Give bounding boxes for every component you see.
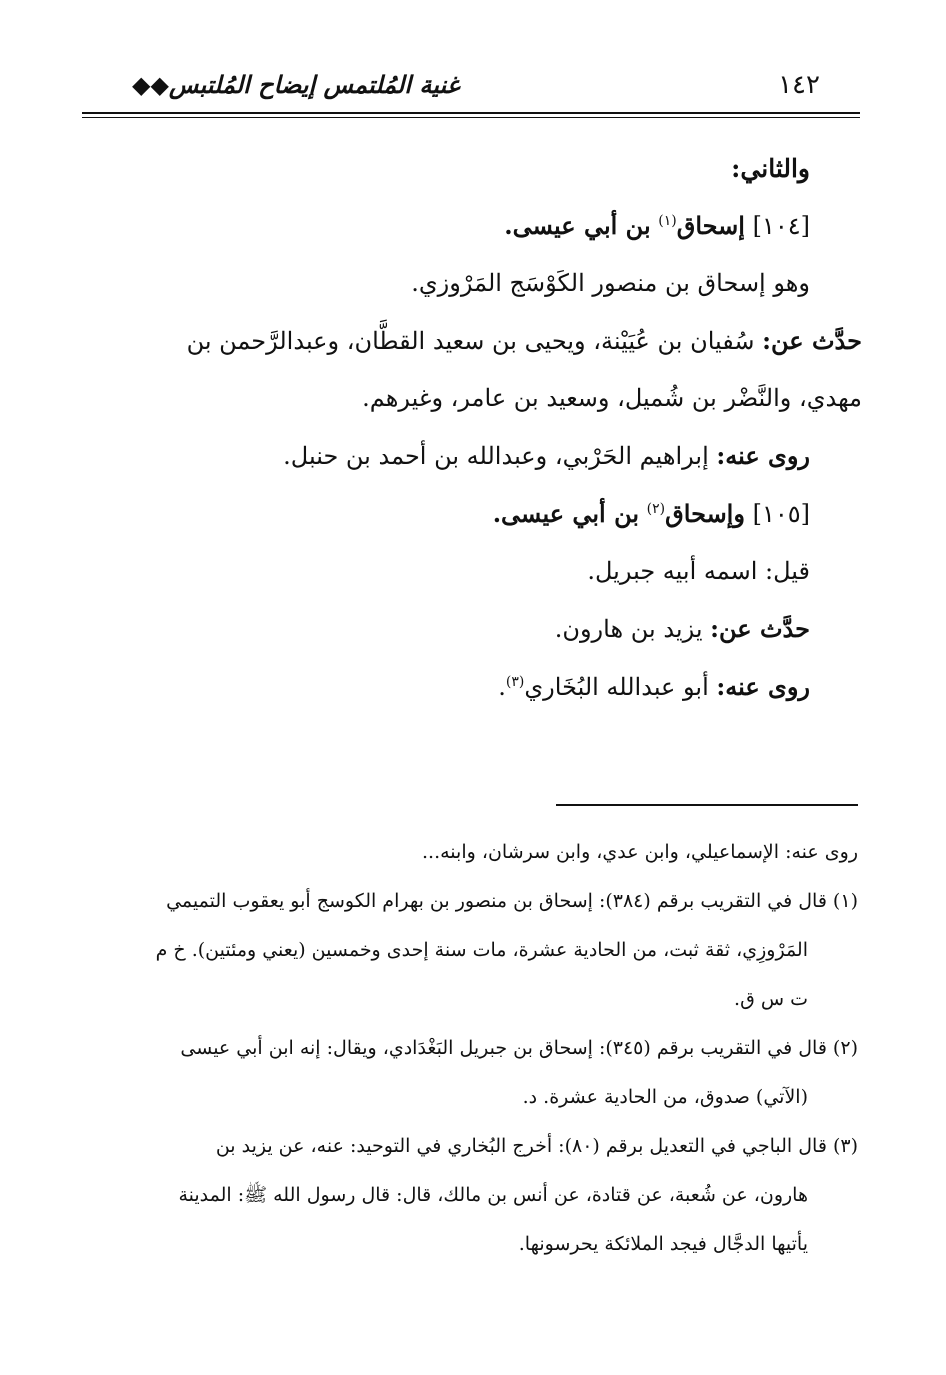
entry-name: وإسحاق [665,499,745,528]
entry-name-rest: بن أبي عيسى. [504,211,651,240]
narrated-by-text: إبراهيم الحَرْبي، وعبدالله بن أحمد بن حنبل. [283,442,709,470]
footnote-separator [556,804,858,806]
entry-number: [١٠٤] [752,212,810,240]
footnote-ref: (٢) [646,501,666,517]
page-header [82,68,860,108]
entry-104-title [86,197,810,255]
narrated-from-line-continued: مهدي، والنَّضْر بن شُميل، وسعيد بن عامر، وغيرهم. [362,384,862,412]
narrated-by-text: أبو عبدالله البُخَاري [524,673,709,701]
narrated-from-line-2 [86,600,810,658]
footnote-1-continued: المَرْوزِي، ثقة ثبت، من الحادية عشرة، مات سنة إحدى وخمسين (يعني ومئتين). خ م [155,939,808,961]
footnote-3-continued: هارون، عن شُعبة، عن قتادة، عن أنس بن مالك، قال: قال رسول الله ﷺ: المدينة [178,1184,808,1206]
footnote-3: (٣) قال الباجي في التعديل برقم (٨٠): أخرج البُخاري في التوحيد: عنه، عن يزيد بن [215,1135,858,1157]
narrated-by-line-2 [86,658,810,716]
sentence-end: . [498,673,506,701]
main-text [86,140,862,716]
footnote-1-end: ت س ق. [734,988,808,1010]
footnotes [86,828,858,1269]
identity-line: وهو إسحاق بن منصور الكَوْسَج المَرْوزي. [411,269,810,297]
footnote-3-end: يأتيها الدجَّال فيجد الملائكة يحرسونها. [518,1233,808,1255]
narrated-from-text: يزيد بن هارون. [554,615,703,643]
father-name-line: قيل: اسمه أبيه جبريل. [587,557,810,585]
narrated-by-label: روى عنه: [716,441,810,470]
narrated-from-label: حدَّث عن: [762,326,862,355]
running-title: غنية المُلتمس إيضاح المُلتبس◆◆ [132,70,460,99]
entry-number: [١٠٥] [752,500,810,528]
entry-105-title [86,485,810,543]
narrated-from-text: سُفيان بن عُيَيْنة، ويحيى بن سعيد القطَّان، وعبدالرَّحمن بن [186,327,755,355]
section-heading: والثاني: [731,154,810,183]
footnote-1: (١) قال في التقريب برقم (٣٨٤): إسحاق بن منصور بن بهرام الكوسج أبو يعقوب التميمي [166,890,858,912]
footnote-ref: (٣) [505,674,525,690]
narrated-by-line [86,427,810,485]
footnote-carryover: روى عنه: الإسماعيلي، وابن عدي، وابن سرشان، وابنه... [422,841,858,863]
entry-name-rest: بن أبي عيسى. [492,499,640,528]
narrated-by-label: روى عنه: [716,672,810,701]
entry-name: إسحاق [676,211,745,240]
narrated-from-line [86,312,862,370]
page-number: ١٤٢ [778,70,820,100]
footnote-2: (٢) قال في التقريب برقم (٣٤٥): إسحاق بن جبريل البَغْدَادي، ويقال: إنه ابن أبي عيسى [180,1037,858,1059]
header-rule [82,112,860,118]
footnote-ref: (١) [658,213,677,229]
narrated-from-label: حدَّث عن: [710,614,810,643]
footnote-2-continued: (الآتي) صدوق، من الحادية عشرة. د. [522,1086,808,1108]
